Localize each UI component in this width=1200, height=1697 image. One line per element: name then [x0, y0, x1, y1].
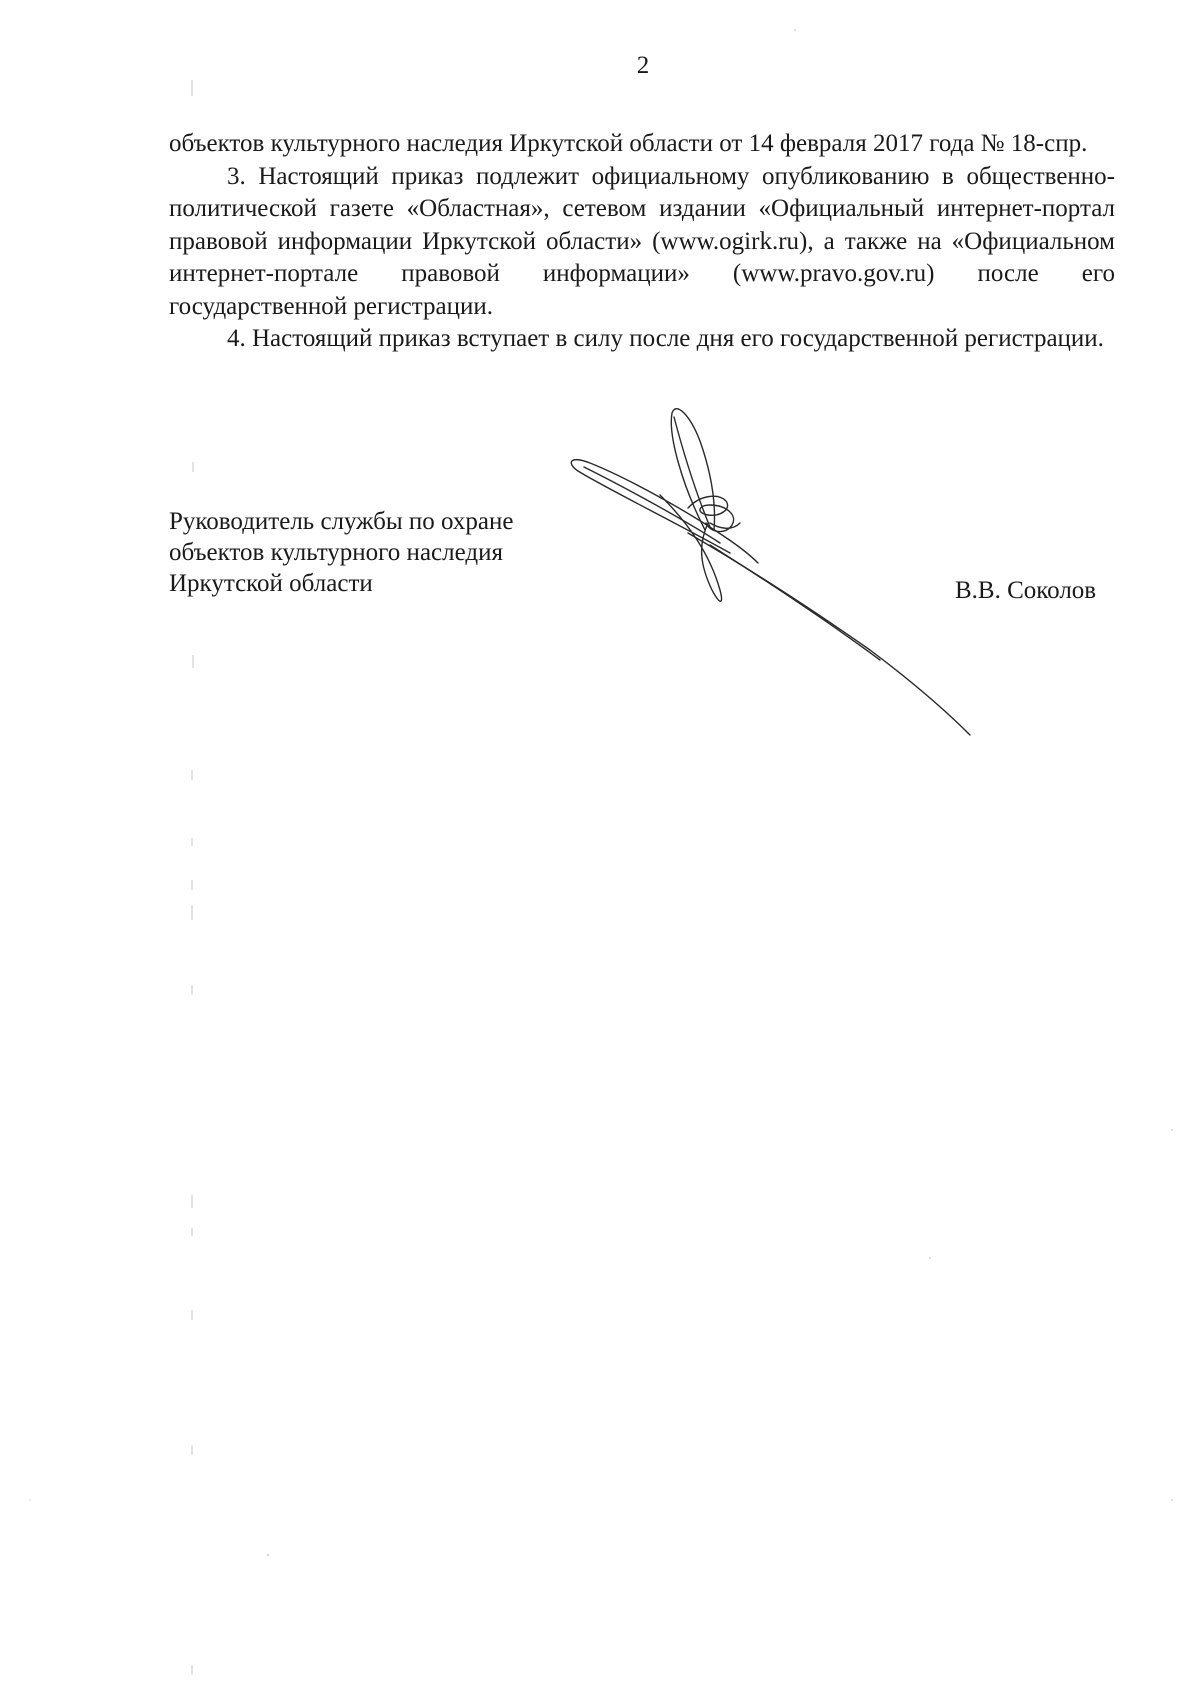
signer-title-line: Руководитель службы по охране — [169, 508, 514, 535]
signer-title-line: объектов культурного наследия — [169, 539, 503, 566]
handwritten-signature — [560, 405, 990, 765]
signer-name: В.В. Соколов — [955, 577, 1097, 604]
document-body — [169, 128, 1115, 356]
signer-title — [169, 506, 513, 599]
signer-title-line: Иркутской области — [169, 570, 373, 597]
paragraph-publication: 3. Настоящий приказ подлежит официальному опубликованию в общественно-политической газете «Областная», сетевом издании «Официальный интернет-портал правовой информации Иркутской области» (www.ogirk.ru), а также на «Официальном интернет-портале правовой информации» (www.pravo.gov.ru) после его государственной регистрации. — [169, 162, 1115, 320]
paragraph-continuation: объектов культурного наследия Иркутской области от 14 февраля 2017 года № 18-спр. — [169, 130, 1088, 157]
paragraph-effective-date: 4. Настоящий приказ вступает в силу после дня его государственной регистрации. — [227, 325, 1104, 352]
page-number: 2 — [636, 52, 650, 79]
